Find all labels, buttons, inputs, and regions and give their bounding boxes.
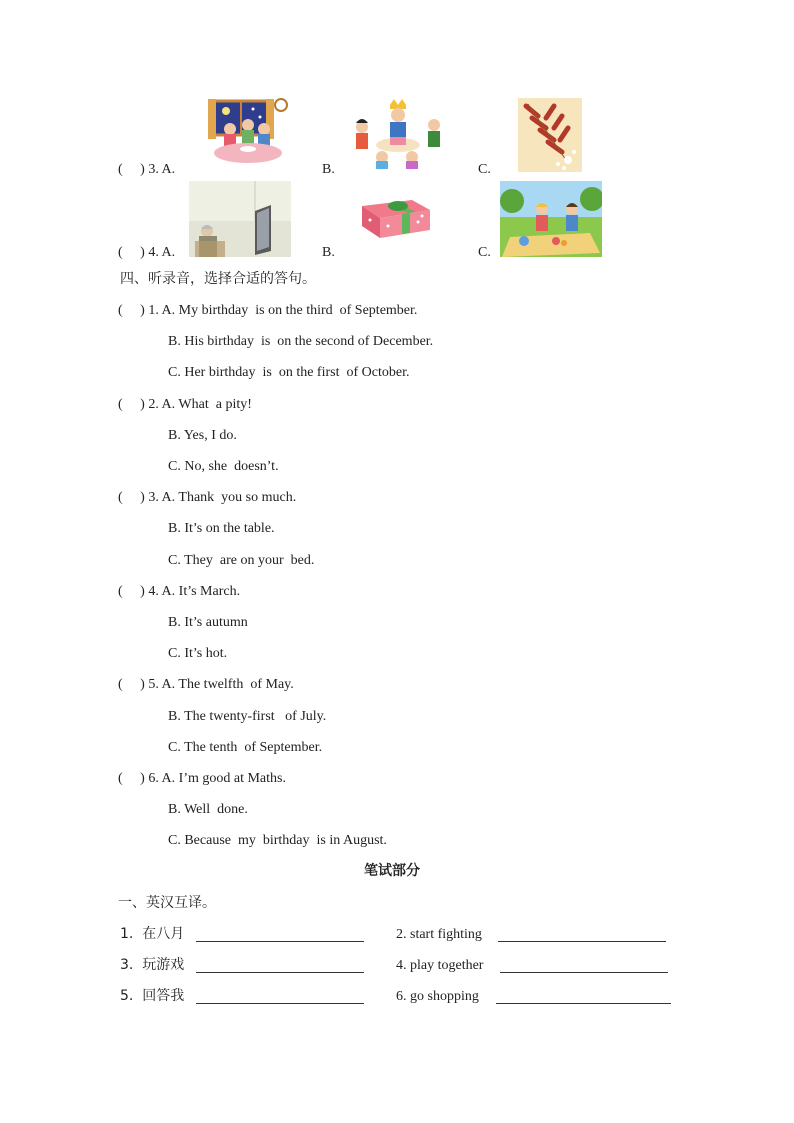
s4-q2-option-c: C. No, she doesn’t.: [168, 459, 279, 474]
s1-item-5-answer-line[interactable]: [196, 1003, 364, 1004]
s1-item-4: 4. play together: [396, 958, 484, 973]
s1-item-6-answer-line[interactable]: [496, 1003, 671, 1004]
s1-item-4-answer-line[interactable]: [500, 972, 668, 973]
q4-option-c-label: C.: [478, 245, 491, 260]
q3-option-c-label: C.: [478, 162, 491, 177]
s4-q6-option-b: B. Well done.: [168, 802, 248, 817]
birthday-party-picture: [346, 99, 446, 169]
s1-item-1: 1. 在八月: [120, 926, 185, 942]
q3-option-b-label: B.: [322, 162, 335, 177]
s4-q2-stem: ( ) 2. A. What a pity!: [118, 397, 252, 412]
s4-q2-option-b: B. Yes, I do.: [168, 428, 237, 443]
s1-item-2-answer-line[interactable]: [498, 941, 666, 942]
s4-q4-option-b: B. It’s autumn: [168, 615, 248, 630]
s4-q4-option-c: C. It’s hot.: [168, 646, 228, 661]
s4-q4-stem: ( ) 4. A. It’s March.: [118, 584, 241, 599]
s4-q1-option-c: C. Her birthday is on the first of October.: [168, 365, 410, 380]
s4-q3-option-c: C. They are on your bed.: [168, 553, 315, 568]
s4-q1-stem: ( ) 1. A. My birthday is on the third of September.: [118, 303, 418, 318]
section-1-title: 一、英汉互译。: [118, 895, 216, 911]
s4-q3-stem: ( ) 3. A. Thank you so much.: [118, 490, 297, 505]
gift-box-picture: [358, 196, 434, 240]
s1-item-6: 6. go shopping: [396, 989, 479, 1004]
family-dinner-picture: [208, 97, 290, 167]
q4-option-b-label: B.: [322, 245, 335, 260]
written-part-title: 笔试部分: [364, 863, 420, 879]
s1-item-5: 5. 回答我: [120, 988, 185, 1004]
s4-q6-option-c: C. Because my birthday is in August.: [168, 833, 387, 848]
s1-item-3: 3. 玩游戏: [120, 957, 185, 973]
q4-label: ( ) 4. A.: [118, 245, 176, 260]
watching-tv-picture: [189, 181, 291, 257]
q3-label: ( ) 3. A.: [118, 162, 176, 177]
s1-item-3-answer-line[interactable]: [196, 972, 364, 973]
s4-q5-option-c: C. The tenth of September.: [168, 740, 323, 755]
s1-item-2: 2. start fighting: [396, 927, 482, 942]
section-4-title: 四、听录音，选择合适的答句。: [120, 271, 316, 287]
s1-item-1-answer-line[interactable]: [196, 941, 364, 942]
s4-q1-option-b: B. His birthday is on the second of December.: [168, 334, 434, 349]
picnic-picture: [500, 181, 602, 257]
s4-q3-option-b: B. It’s on the table.: [168, 521, 275, 536]
s4-q6-stem: ( ) 6. A. I’m good at Maths.: [118, 771, 286, 786]
firecrackers-picture: [518, 98, 582, 172]
s4-q5-option-b: B. The twenty-first of July.: [168, 709, 327, 724]
s4-q5-stem: ( ) 5. A. The twelfth of May.: [118, 677, 294, 692]
